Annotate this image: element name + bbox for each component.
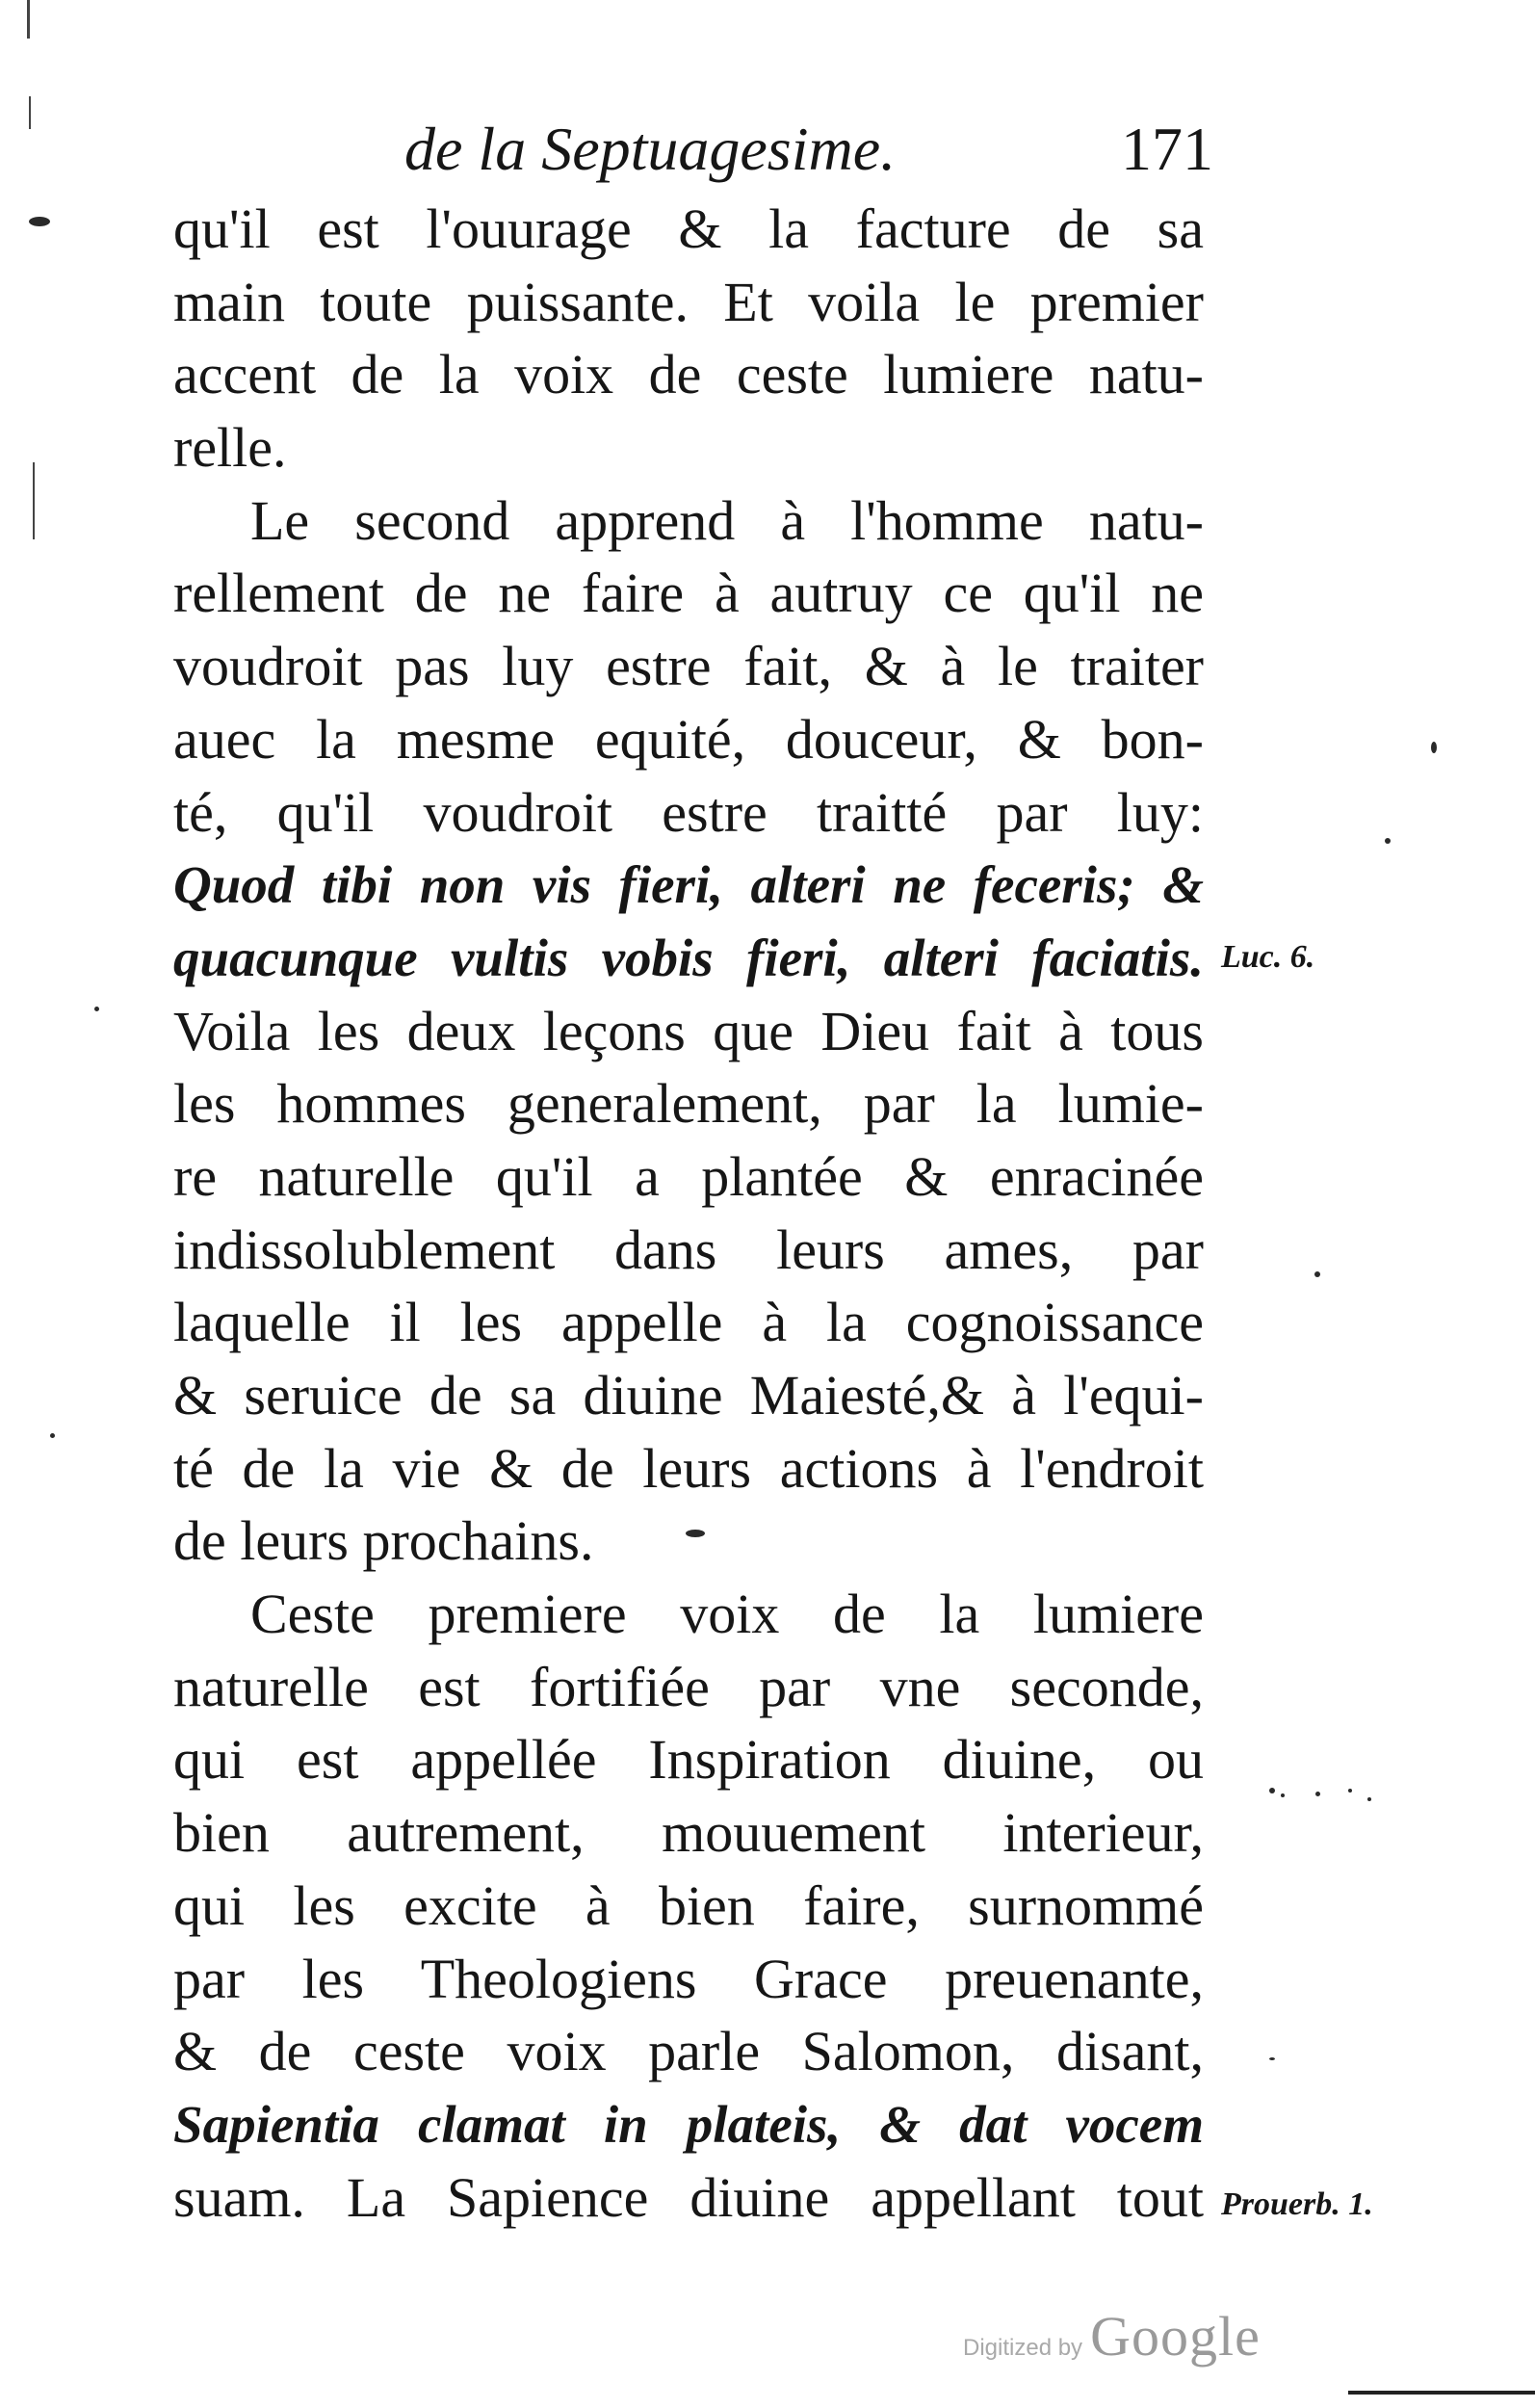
ink-speck xyxy=(29,217,50,226)
text-line: Le second apprend à l'homme natu- xyxy=(250,488,1204,552)
text-line: indissolublement dans leurs ames, par xyxy=(173,1217,1204,1281)
text-line: & de ceste voix parle Salomon, disant, xyxy=(173,2020,1204,2083)
digitized-by-google-watermark xyxy=(963,2304,1261,2369)
margin-note-proverbs: Prouerb. 1. xyxy=(1221,2186,1373,2222)
latin-quotation-line: Quod tibi non vis fieri, alteri ne feceris; & xyxy=(173,855,1204,915)
latin-quotation-line: quacunque vultis vobis fieri, alteri faciatis. xyxy=(173,928,1204,987)
text-line: Voila les deux leçons que Dieu fait à tous xyxy=(173,999,1204,1062)
text-line: Ceste premiere voix de la lumiere xyxy=(250,1583,1204,1646)
left-edge-mark xyxy=(33,462,35,539)
ink-speck xyxy=(94,1007,99,1011)
text-line: accent de la voix de ceste lumiere natu- xyxy=(173,343,1204,406)
body-text xyxy=(173,193,1204,2234)
text-line: rellement de ne faire à autruy ce qu'il ne xyxy=(173,562,1204,625)
ink-speck xyxy=(1431,742,1437,753)
text-line: té, qu'il voudroit estre traitté par luy: xyxy=(173,780,1204,844)
page-number: 171 xyxy=(1121,115,1213,183)
left-edge-mark xyxy=(29,96,31,129)
text-line: qui est appellée Inspiration diuine, ou xyxy=(173,1728,1204,1792)
text-line: qu'il est l'ouurage & la facture de sa xyxy=(173,197,1204,260)
footer-rule xyxy=(1348,2391,1535,2395)
text-line: main toute puissante. Et voila le premier xyxy=(173,270,1204,333)
text-line: par les Theologiens Grace preuenante, xyxy=(173,1947,1204,2010)
ink-speck xyxy=(1367,1797,1371,1801)
latin-quotation-line: Sapientia clamat in plateis, & dat vocem xyxy=(173,2094,1204,2154)
text-line: & seruice de sa diuine Maiesté,& à l'equi- xyxy=(173,1364,1204,1426)
left-edge-mark xyxy=(27,0,30,39)
ink-speck xyxy=(1315,1792,1320,1796)
text-line: bien autrement, mouuement interieur, xyxy=(173,1801,1204,1865)
page-header xyxy=(385,114,1213,200)
watermark-brand: Google xyxy=(1090,2305,1261,2368)
ink-speck xyxy=(1281,1793,1285,1797)
watermark-prefix: Digitized by xyxy=(963,2335,1083,2361)
ink-speck xyxy=(1385,838,1391,844)
text-line: voudroit pas luy estre fait, & à le traiter xyxy=(173,635,1204,698)
text-line: naturelle est fortifiée par vne seconde, xyxy=(173,1655,1204,1718)
text-line: de leurs prochains. xyxy=(173,1509,594,1573)
text-line: té de la vie & de leurs actions à l'endroit xyxy=(173,1436,1204,1500)
text-line: les hommes generalement, par la lumie- xyxy=(173,1072,1204,1136)
ink-speck xyxy=(1348,1789,1352,1793)
ink-speck xyxy=(1314,1271,1320,1277)
ink-speck xyxy=(1269,2057,1275,2060)
text-line: auec la mesme equité, douceur, & bon- xyxy=(173,707,1204,771)
ink-speck xyxy=(50,1433,55,1438)
margin-note-luke: Luc. 6. xyxy=(1221,939,1315,975)
running-title: de la Septuagesime. xyxy=(404,115,897,183)
text-line: relle. xyxy=(173,416,287,480)
text-line: suam. La Sapience diuine appellant tout xyxy=(173,2165,1204,2229)
ink-speck xyxy=(1269,1788,1275,1793)
text-line: qui les excite à bien faire, surnommé xyxy=(173,1873,1204,1937)
text-line: re naturelle qu'il a plantée & enracinée xyxy=(173,1144,1204,1208)
text-line: laquelle il les appelle à la cognoissance xyxy=(173,1291,1204,1354)
